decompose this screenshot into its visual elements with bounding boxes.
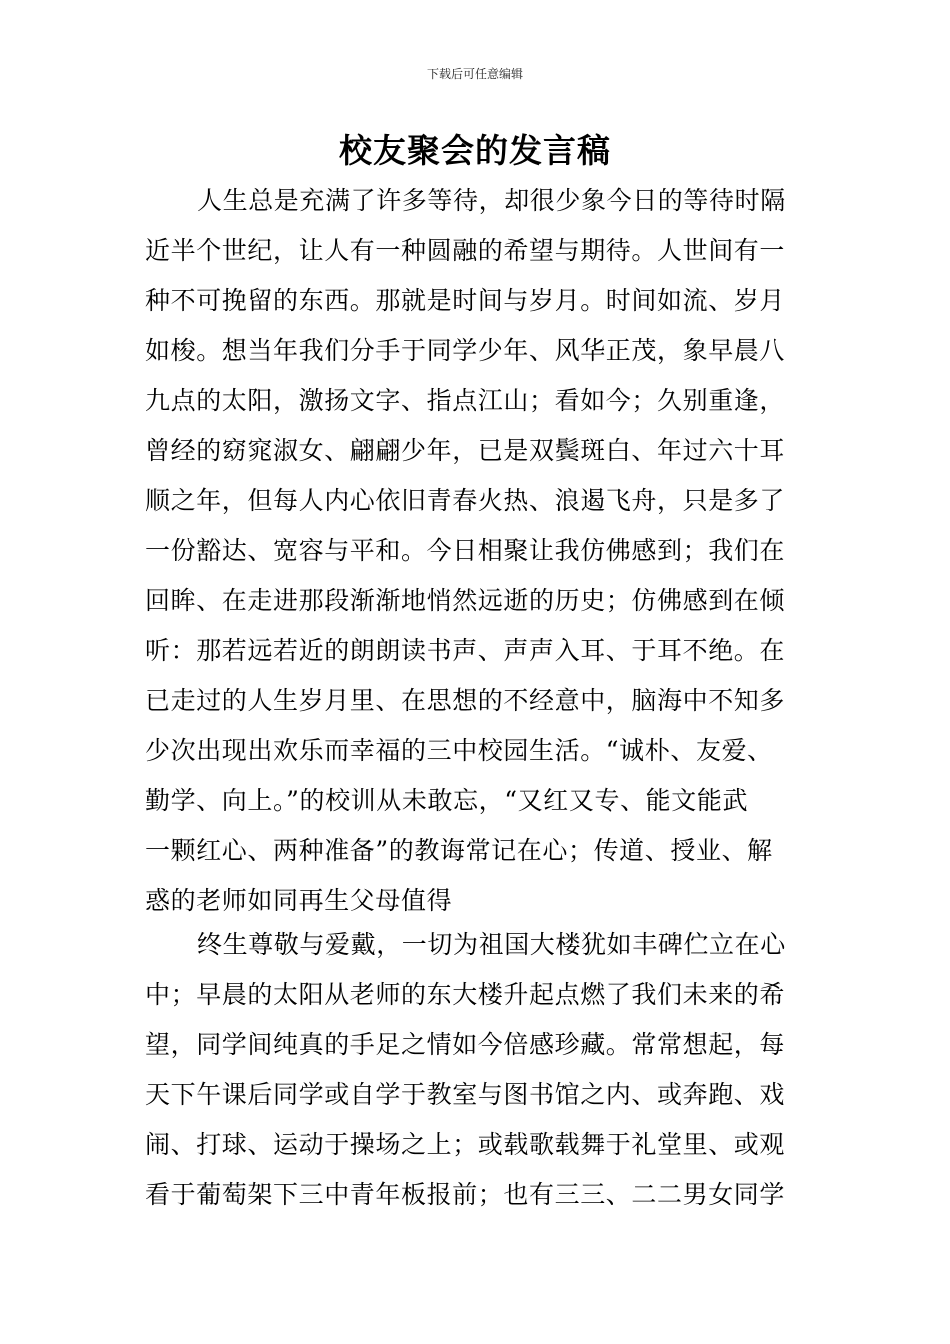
text-line: 九点的太阳，激扬文字、指点江山；看如今；久别重逢， bbox=[145, 386, 786, 415]
text-line: 顺之年，但每人内心依旧青春火热、浪遏飞舟，只是多了 bbox=[145, 486, 786, 515]
text-line: 少次出现出欢乐而幸福的三中校园生活。“诚朴、友爱、 bbox=[145, 736, 773, 765]
text-line: 已走过的人生岁月里、在思想的不经意中，脑海中不知多 bbox=[145, 686, 786, 715]
text-line: 闹、打球、运动于操场之上；或载歌载舞于礼堂里、或观 bbox=[145, 1130, 786, 1159]
paragraph-1 bbox=[145, 176, 807, 926]
paragraph-2 bbox=[145, 920, 807, 1220]
header-note: 下载后可任意编辑 bbox=[426, 67, 523, 81]
text-line: 人生总是充满了许多等待，却很少象今日的等待时隔 bbox=[197, 186, 786, 215]
text-line: 听：那若远若近的朗朗读书声、声声入耳、于耳不绝。在 bbox=[145, 636, 786, 665]
text-line: 勤学、向上。”的校训从未敢忘，“又红又专、能文能武 bbox=[145, 786, 749, 815]
text-line: 近半个世纪，让人有一种圆融的希望与期待。人世间有一 bbox=[145, 236, 786, 265]
text-line: 种不可挽留的东西。那就是时间与岁月。时间如流、岁月 bbox=[145, 286, 786, 315]
text-line: 一份豁达、宽容与平和。今日相聚让我仿佛感到；我们在 bbox=[145, 536, 786, 565]
document-title: 校友聚会的发言稿 bbox=[339, 131, 611, 170]
text-line: 看于葡萄架下三中青年板报前；也有三三、二二男女同学 bbox=[145, 1180, 786, 1209]
text-line: 中；早晨的太阳从老师的东大楼升起点燃了我们未来的希 bbox=[145, 980, 786, 1009]
text-line: 曾经的窈窕淑女、翩翩少年，已是双鬓斑白、年过六十耳 bbox=[145, 436, 786, 465]
text-line: 回眸、在走进那段渐渐地悄然远逝的历史；仿佛感到在倾 bbox=[145, 586, 786, 615]
text-line: 天下午课后同学或自学于教室与图书馆之内、或奔跑、戏 bbox=[145, 1080, 786, 1109]
text-line: 终生尊敬与爱戴，一切为祖国大楼犹如丰碑伫立在心 bbox=[197, 930, 786, 959]
text-line: 惑的老师如同再生父母值得 bbox=[145, 886, 453, 915]
text-line: 望，同学间纯真的手足之情如今倍感珍藏。常常想起，每 bbox=[145, 1030, 786, 1059]
text-line: 一颗红心、两种准备”的教诲常记在心；传道、授业、解 bbox=[145, 836, 773, 865]
text-line: 如梭。想当年我们分手于同学少年、风华正茂，象早晨八 bbox=[145, 336, 786, 365]
